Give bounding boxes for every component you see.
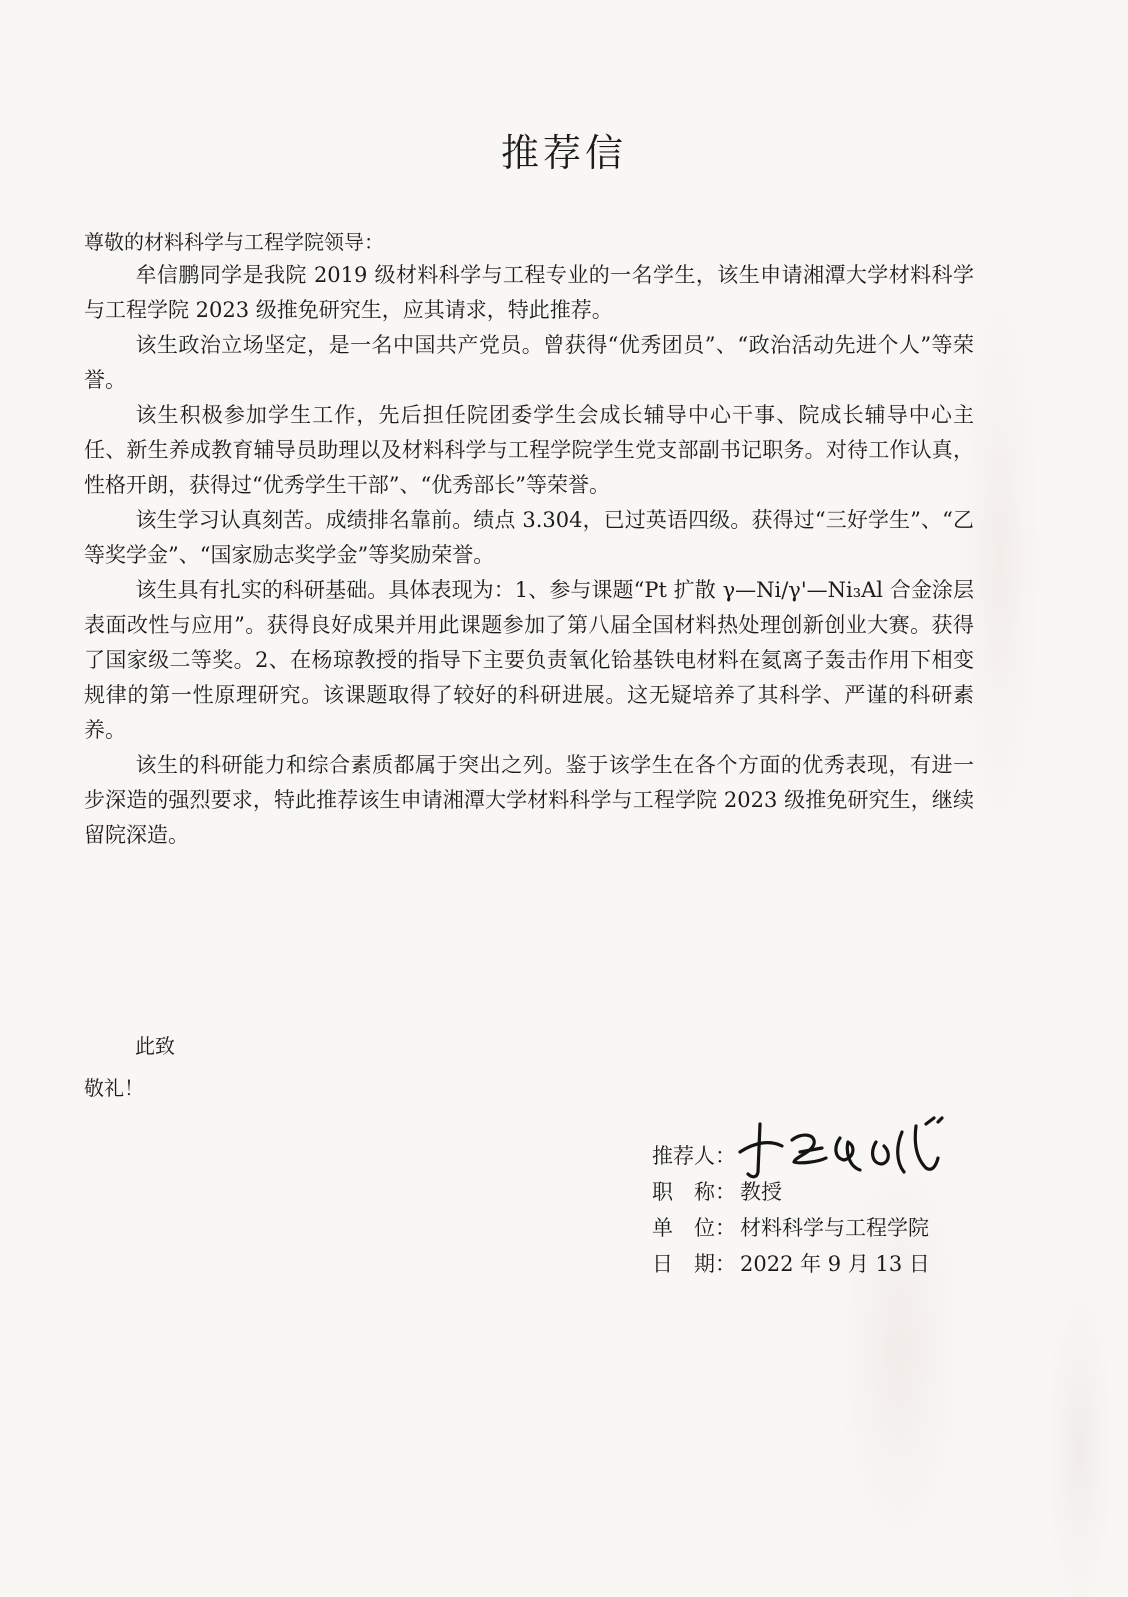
- paragraph: 该生积极参加学生工作，先后担任院团委学生会成长辅导中心干事、院成长辅导中心主任、新生养成教育辅导员助理以及材料科学与工程学院学生党支部副书记职务。对待工作认真，性格开朗，获得过“优秀学生干部”、“优秀部长”等荣誉。: [84, 403, 974, 497]
- paragraph: 该生政治立场坚定，是一名中国共产党员。曾获得“优秀团员”、“政治活动先进个人”等荣誉。: [84, 333, 974, 392]
- unit-row: [652, 1210, 930, 1246]
- page-title: 推荐信: [500, 131, 627, 175]
- unit-value: 材料科学与工程学院: [740, 1216, 929, 1240]
- date-label: 日 期: [652, 1252, 715, 1276]
- salutation: 尊敬的材料科学与工程学院领导：: [84, 230, 384, 254]
- paragraph: 该生具有扎实的科研基础。具体表现为：1、参与课题“Pt 扩散 γ—Ni/γ'—Ni₃Al 合金涂层表面改性与应用”。获得良好成果并用此课题参加了第八届全国材料热处理创新创业大赛。获得了国家级二等奖。2、在杨琼教授的指导下主要负责氧化铪基铁电材料在氦离子轰击作用下相变规律的第一性原理研究。该课题取得了较好的科研进展。这无疑培养了其科学、严谨的科研素养。: [84, 578, 974, 742]
- paragraph: 该生的科研能力和综合素质都属于突出之列。鉴于该学生在各个方面的优秀表现，有进一步深造的强烈要求，特此推荐该生申请湘潭大学材料科学与工程学院 2023 级推免研究生，继续留院深造。: [84, 753, 974, 847]
- unit-label: 单 位: [652, 1216, 715, 1240]
- closing-line-2: 敬礼！: [84, 1076, 144, 1100]
- colon: ：: [715, 1180, 736, 1204]
- letter-body: [84, 258, 974, 853]
- handwritten-signature: [730, 1112, 970, 1182]
- title-label: 职 称: [652, 1180, 715, 1204]
- colon: ：: [715, 1216, 736, 1240]
- colon: ：: [715, 1252, 736, 1276]
- recommender-label: 推荐人: [652, 1144, 715, 1168]
- paragraph: 牟信鹏同学是我院 2019 级材料科学与工程专业的一名学生，该生申请湘潭大学材料科学与工程学院 2023 级推免研究生，应其请求，特此推荐。: [84, 263, 974, 322]
- closing-line-1: 此致: [135, 1034, 175, 1058]
- title-value: 教授: [740, 1180, 782, 1204]
- date-row: [652, 1246, 930, 1282]
- paragraph: 该生学习认真刻苦。成绩排名靠前。绩点 3.304，已过英语四级。获得过“三好学生”、“乙等奖学金”、“国家励志奖学金”等奖励荣誉。: [84, 508, 974, 567]
- date-value: 2022 年 9 月 13 日: [740, 1252, 930, 1276]
- colon: ：: [715, 1144, 736, 1168]
